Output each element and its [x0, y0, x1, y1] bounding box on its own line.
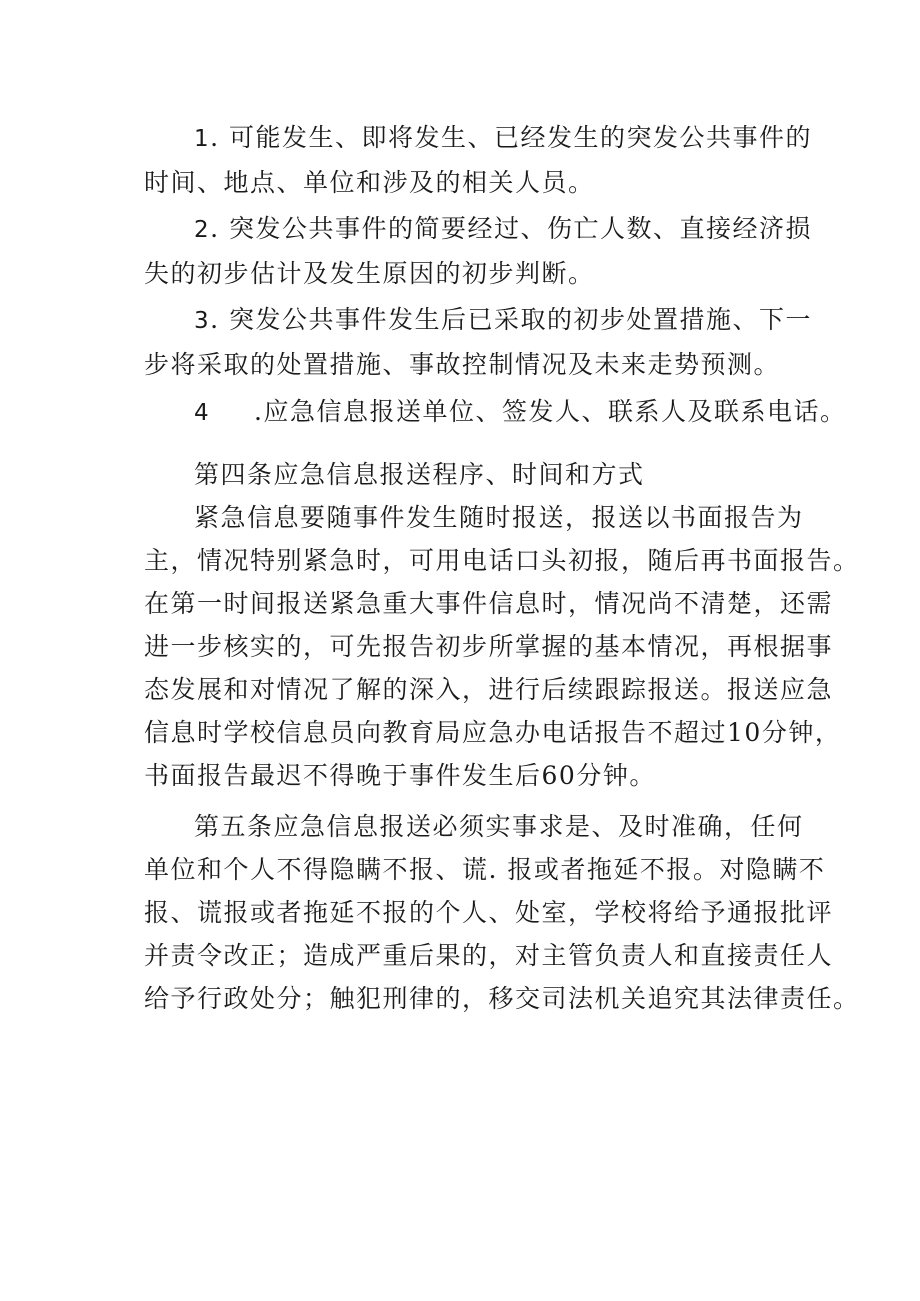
item-number: 1	[194, 126, 211, 152]
list-item-1	[144, 116, 813, 204]
paragraph-line: 在第一时间报送紧急重大事件信息时，情况尚不清楚，还需	[144, 589, 834, 618]
paragraph-line: 主，情况特别紧急时，可用电话口头初报，随后再书面报告。	[144, 546, 860, 575]
list-item-4	[144, 390, 847, 435]
item-text-line: 失的初步估计及发生原因的初步判断。	[144, 259, 595, 288]
article-4	[144, 453, 860, 797]
list-item-3	[144, 298, 813, 386]
item-text-line: 步将采取的处置措施、事故控制情况及未来走势预测。	[144, 350, 781, 379]
paragraph-line: 进一步核实的，可先报告初步所掌握的基本情况，再根据事	[144, 632, 834, 661]
list-item-2	[144, 207, 813, 295]
item-number: 3	[194, 308, 211, 334]
article-4-title: 第四条应急信息报送程序、时间和方式	[194, 460, 645, 489]
paragraph-line: 第五条应急信息报送必须实事求是、及时准确，任何	[194, 812, 804, 841]
item-number: 2	[194, 217, 211, 243]
paragraph-line: 紧急信息要随事件发生随时报送，报送以书面报告为	[194, 503, 804, 532]
item-number: 4	[194, 400, 211, 426]
document-body	[144, 116, 860, 1028]
article-5	[144, 805, 860, 1020]
paragraph-line: 书面报告最迟不得晚于事件发生后60分钟。	[144, 761, 656, 790]
paragraph-line: 给予行政处分；触犯刑律的，移交司法机关追究其法律责任。	[144, 984, 860, 1013]
item-text-line: .应急信息报送单位、签发人、联系人及联系电话。	[254, 397, 847, 426]
paragraph-line: 态发展和对情况了解的深入，进行后续跟踪报送。报送应急	[144, 675, 834, 704]
item-text-line: . 可能发生、即将发生、已经发生的突发公共事件的	[210, 123, 813, 152]
item-text-line: . 突发公共事件发生后已采取的初步处置措施、下一	[210, 305, 813, 334]
item-text-line: . 突发公共事件的简要经过、伤亡人数、直接经济损	[210, 214, 813, 243]
paragraph-line: 并责令改正；造成严重后果的，对主管负责人和直接责任人	[144, 941, 834, 970]
paragraph-line: 信息时学校信息员向教育局应急办电话报告不超过10分钟，	[144, 718, 842, 747]
item-text-line: 时间、地点、单位和涉及的相关人员。	[144, 168, 595, 197]
paragraph-line: 单位和个人不得隐瞒不报、谎. 报或者拖延不报。对隐瞒不	[144, 855, 826, 884]
paragraph-line: 报、谎报或者拖延不报的个人、处室，学校将给予通报批评	[144, 898, 834, 927]
